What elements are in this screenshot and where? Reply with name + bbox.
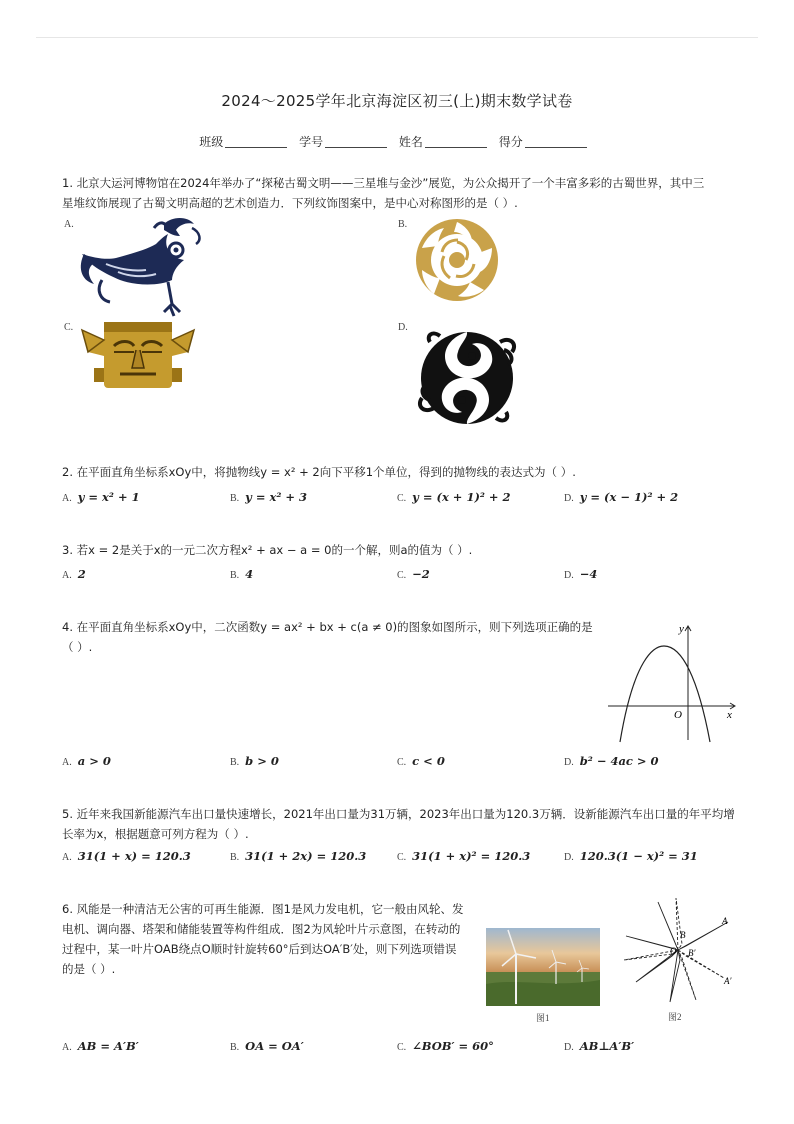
q5-option-d[interactable]: D. 120.3(1 − x)² = 31 — [564, 849, 698, 863]
student-info-line — [0, 133, 794, 150]
q4-parabola-graph — [600, 618, 740, 744]
q5-option-b[interactable]: B. 31(1 + 2x) = 120.3 — [230, 849, 367, 863]
score-label: 得分 — [498, 135, 523, 149]
figure-2-caption: 图2 — [668, 1012, 682, 1022]
q3-option-b[interactable]: B. 4 — [230, 567, 254, 581]
name-label: 姓名 — [398, 135, 423, 149]
q1-option-d-letter: D. — [398, 322, 408, 333]
question-5-stem: 5. 近年来我国新能源汽车出口量快速增长，2021年出口量为31万辆，2023年出口量为120.3万辆．设新能源汽车出口量的年平均增 长率为x，根据题意可列方程为（ ）. — [62, 807, 735, 841]
wind-turbine-photo — [486, 928, 600, 1024]
q3-option-a[interactable]: A. 2 — [62, 567, 86, 581]
question-2-stem: 2. 在平面直角坐标系xOy中，将抛物线y = x² + 2向下平移1个单位，得到的抛物线的表达式为（ ）. — [62, 465, 576, 479]
q6-option-c[interactable]: C. ∠BOB′ = 60° — [397, 1039, 494, 1053]
q1-option-c-letter: C. — [64, 322, 74, 333]
q2-option-a[interactable]: A. y = x² + 1 — [62, 490, 140, 504]
sun-bird-disc-icon[interactable] — [414, 212, 500, 308]
point-o-label: O — [670, 946, 677, 956]
q4-option-d[interactable]: D. b² − 4ac > 0 — [564, 754, 659, 768]
q4-option-a[interactable]: A. a > 0 — [62, 754, 111, 768]
q5-option-c[interactable]: C. 31(1 + x)² = 120.3 — [397, 849, 531, 863]
origin-label: O — [674, 709, 682, 721]
q6-option-b[interactable]: B. OA = OA′ — [230, 1039, 304, 1053]
q1-option-b-letter: B. — [398, 219, 408, 230]
q6-option-a[interactable]: A. AB = A′B′ — [62, 1039, 139, 1053]
bronze-mask-icon[interactable] — [78, 320, 198, 392]
q2-option-c[interactable]: C. y = (x + 1)² + 2 — [397, 490, 511, 504]
y-axis-label: y — [679, 623, 684, 635]
figure-1-caption: 图1 — [536, 1013, 550, 1023]
question-1-stem: 1. 北京大运河博物馆在2024年举办了“探秘古蜀文明——三星堆与金沙”展览，为公众揭开了一个丰富多彩的古蜀世界，其中三 星堆纹饰展现了古蜀文明高超的艺术创造力．下列纹饰图案中，是中心对称图形的是（ ）. — [62, 176, 705, 210]
question-4-stem: 4. 在平面直角坐标系xOy中，二次函数y = ax² + bx + c(a ≠ 0)的图象如图所示，则下列选项正确的是 （ ）. — [62, 620, 593, 654]
q2-option-b[interactable]: B. y = x² + 3 — [230, 490, 308, 504]
header-rule — [36, 37, 758, 38]
class-blank[interactable] — [225, 147, 287, 148]
question-3-stem: 3. 若x = 2是关于x的一元二次方程x² + ax − a = 0的一个解，则a的值为（ ）. — [62, 543, 473, 557]
q1-option-a-letter: A. — [64, 219, 74, 230]
name-blank[interactable] — [425, 147, 487, 148]
question-6-stem: 6. 风能是一种清洁无公害的可再生能源．图1是风力发电机，它一般由风轮、发 电机、调向器、塔架和储能装置等构件组成．图2为风轮叶片示意图，在转动的 过程中，某一叶片OAB绕点O顺时针旋转60°后到达OA′B′处，则下列选项错误 的是（ ）. — [62, 902, 464, 976]
q4-option-b[interactable]: B. b > 0 — [230, 754, 279, 768]
point-b-prime-label: B′ — [688, 948, 696, 958]
q6-option-d[interactable]: D. AB⊥A′B′ — [564, 1039, 635, 1053]
x-axis-label: x — [727, 709, 732, 721]
point-b-label: B — [680, 930, 686, 940]
exam-title: 2024～2025学年北京海淀区初三(上)期末数学试卷 — [221, 92, 573, 110]
q2-option-d[interactable]: D. y = (x − 1)² + 2 — [564, 490, 679, 504]
dragon-pattern-icon[interactable] — [412, 322, 522, 430]
class-label: 班级 — [199, 135, 224, 149]
score-blank[interactable] — [525, 147, 587, 148]
q5-option-a[interactable]: A. 31(1 + x) = 120.3 — [62, 849, 191, 863]
id-blank[interactable] — [325, 147, 387, 148]
bird-pattern-icon[interactable] — [76, 214, 206, 318]
id-label: 学号 — [299, 135, 324, 149]
q3-option-d[interactable]: D. −4 — [564, 567, 598, 581]
point-a-label: A — [722, 916, 728, 926]
point-a-prime-label: A′ — [724, 976, 732, 986]
q4-option-c[interactable]: C. c < 0 — [397, 754, 445, 768]
q3-option-c[interactable]: C. −2 — [397, 567, 430, 581]
blade-rotation-diagram — [620, 896, 740, 1024]
